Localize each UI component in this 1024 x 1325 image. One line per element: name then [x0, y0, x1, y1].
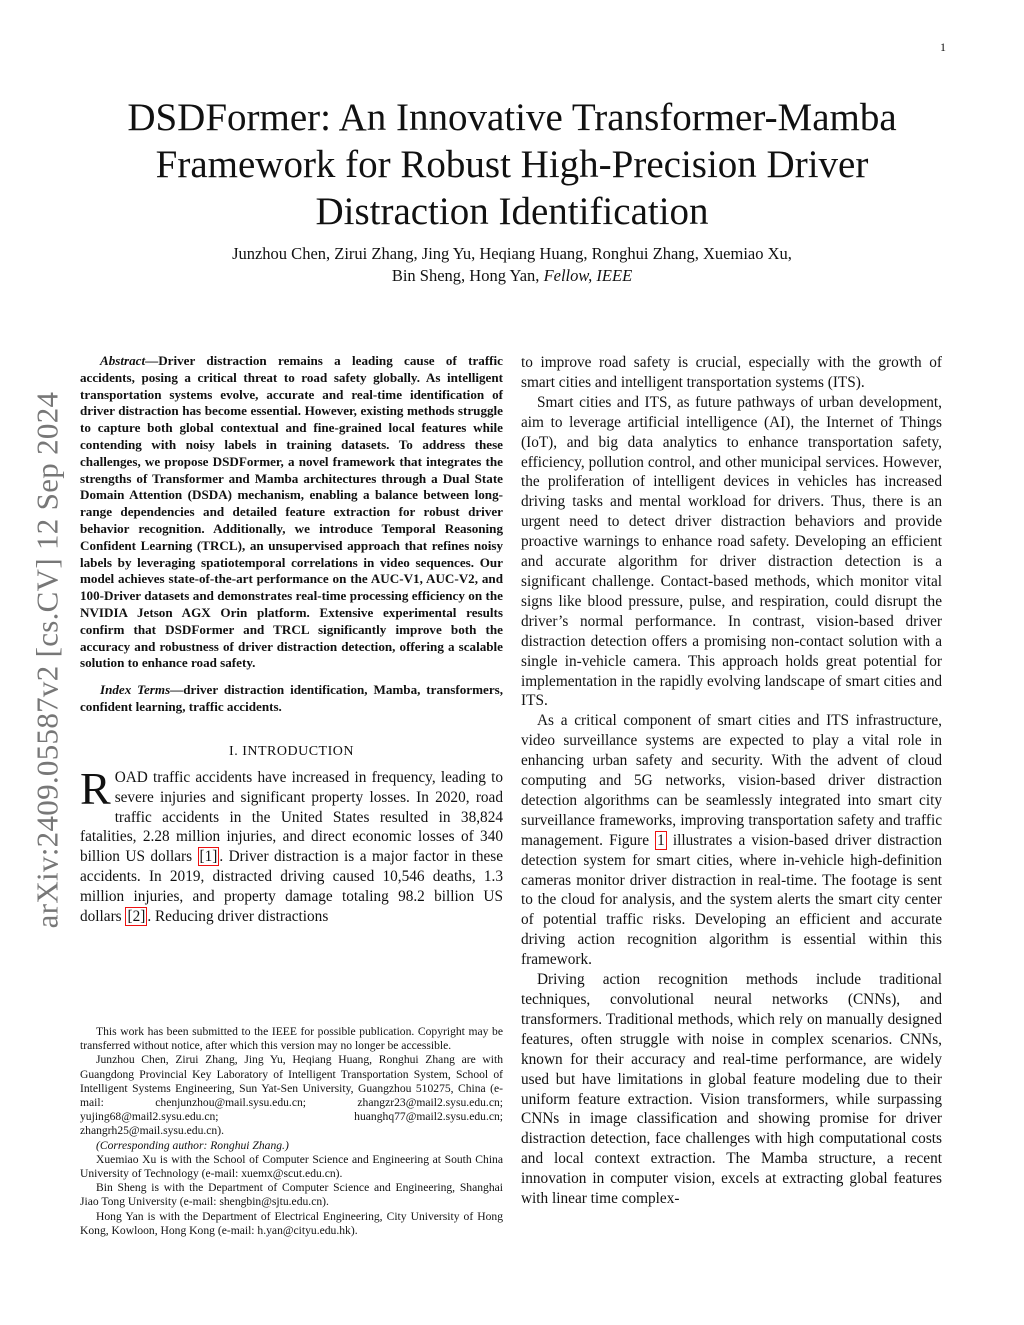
section-numeral: I. I	[229, 743, 248, 759]
author-fellow-title: Fellow, IEEE	[543, 266, 633, 285]
abstract-text: —Driver distraction remains a leading cause of traffic accidents, posing a critical threat to road safety globally. As intelligent transportation systems evolve, accurate and real-time identification of driver distraction has become essential. However, existing methods struggle to capture both global contextual and fine-grained local features while contending with noisy labels in training datasets. To address these challenges, we propose DSDFormer, a novel framework that integrates the strengths of Transformer and Mamba architectures through a Dual State Domain Attention (DSDA) mechanism, enabling a balance between long-range dependencies and detailed feature extraction for robust driver behavior recognition. Additionally, we introduce Temporal Reasoning Confident Learning (TRCL), an unsupervised approach that refines noisy labels by leveraging spatiotemporal correlations in video sequences. Our model achieves state-of-the-art performance on the AUC-V1, AUC-V2, and 100-Driver datasets and demonstrates real-time processing efficiency on the NVIDIA Jetson AGX Orin platform. Extensive experimental results confirm that DSDFormer and TRCL significantly improve both the accuracy and robustness of driver distraction detection, offering a scalable solution to enhance road safety.	[80, 353, 503, 671]
footnote-affiliation-cityu: Hong Yan is with the Department of Electrical Engineering, City University of Hong Kong, Kowloon, Hong Kong (e-mail: h.yan@cityu.edu.hk).	[80, 1209, 503, 1237]
abstract	[80, 353, 503, 672]
intro-paragraph-1	[80, 762, 503, 927]
left-column	[80, 353, 503, 927]
footnotes	[80, 1025, 503, 1238]
right-paragraph-1: Smart cities and ITS, as future pathways of urban development, aim to leverage artificial intelligence (AI), the Internet of Things (IoT), and big data analytics to enhance transportation safety, efficiency, pollution control, and other municipal services. However, the proliferation of intelligent devices in vehicles has increased driving tasks and mental workload for drivers. Thus, there is an urgent need to detect driver distraction behaviors and provide proactive warnings to enhance road safety. Developing an efficient and accurate algorithm for driver distraction detection is a significant challenge. Contact-based methods, which monitor vital signs like blood pressure, pulse, and respiration, could disrupt the driver’s normal performance. In contrast, vision-based driver distraction detection offers a promising non-contact solution with a single in-vehicle camera. This approach holds great potential for implementation in the rapidly evolving landscape of smart cities and ITS.	[521, 393, 942, 710]
footnote-affiliation-sjtu: Bin Sheng is with the Department of Computer Science and Engineering, Shanghai Jiao Tong University (e-mail: shengbin@sjtu.edu.cn).	[80, 1181, 503, 1209]
index-terms-text: —driver distraction identification, Mamba, transformers, confident learning, traffic accidents.	[80, 682, 503, 714]
right-paragraph-3: Driving action recognition methods include traditional techniques, convolutional neural networks (CNNs), and transformers. Traditional methods, which rely on manually designed features, often struggle with noise in complex scenarios. CNNs, known for their accuracy and real-time performance, are widely used but have limitations in global feature modeling due to their uniform feature extraction. Vision transformers, while surpassing CNNs in image classification and showing promise for driver distraction detection, face challenges with high computational costs and local context extraction. The Mamba structure, a recent innovation in computer vision, excels at extracting global features with linear time complex-	[521, 971, 942, 1208]
right-p2-text-a: As a critical component of smart cities and ITS infrastructure, video surveillance systems are expected to play a vital role in enhancing urban safety and security. With the advent of cloud computing and 5G networks, vision-based driver distraction detection algorithms can be seamlessly integrated into smart city surveillance frameworks, improving transportation safety and traffic management. Figure	[521, 712, 942, 849]
footnote-affiliation-scut: Xuemiao Xu is with the School of Computer Science and Engineering at South China University of Technology (e-mail: xuemx@scut.edu.cn).	[80, 1152, 503, 1181]
paper-title: DSDFormer: An Innovative Transformer-Mamba Framework for Robust High-Precision Driver Distraction Identification	[127, 96, 897, 233]
right-column	[521, 353, 942, 1209]
citation-link-2[interactable]: [2]	[127, 908, 146, 926]
section-name: NTRODUCTION	[247, 743, 354, 759]
right-p2-text-b: illustrates a vision-based driver distraction detection system for smart cities, where in-vehicle high-definition cameras monitor driver distraction in real-time. The footage is sent to the cloud for analysis, and the system alerts the smart city center of potential traffic risks. Developing an efficient and accurate driving action recognition algorithm is essential within this framework.	[521, 831, 942, 969]
intro-text-b: . Driver distraction is a major factor in these accidents. In 2019, distracted driving caused 10,546 deaths, 1.3 million injuries, and property damage totaling 98.2 billion US dollars	[80, 848, 503, 926]
drop-cap: R	[80, 762, 111, 814]
section-heading-introduction	[80, 744, 503, 760]
intro-text-a: OAD traffic accidents have increased in frequency, leading to severe injuries and significant property losses. In 2020, road traffic accidents in the United States resulted in 38,824 fatalities, 2.28 million injuries, and direct economic losses of 340 billion US dollars	[80, 768, 503, 866]
right-paragraph-2	[521, 711, 942, 970]
footnote-corresponding-author: (Corresponding author: Ronghui Zhang.)	[96, 1138, 289, 1152]
footnote-affiliation-sysu: Junzhou Chen, Zirui Zhang, Jing Yu, Heqiang Huang, Ronghui Zhang are with Guangdong Provincial Key Laboratory of Intelligent Transportation System, School of Intelligent Systems Engineering, Sun Yat-Sen University, Guangzhou 510275, China (e-mail: chenjunzhou@mail.sysu.edu.cn; zhangzr23@mail2.sysu.edu.cn; yujing68@mail2.sysu.edu.cn; huanghq77@mail2.sysu.edu.cn; zhangrh25@mail.sysu.edu.cn).	[80, 1053, 503, 1138]
index-terms-lead: Index Terms	[100, 682, 171, 698]
author-list	[90, 243, 934, 287]
citation-link-1[interactable]: [1]	[199, 848, 218, 866]
arxiv-identifier-text: arXiv:2409.05587v2 [cs.CV] 12 Sep 2024	[29, 391, 65, 929]
intro-text-c: . Reducing driver distractions	[147, 908, 329, 926]
author-line-1: Junzhou Chen, Zirui Zhang, Jing Yu, Heqiang Huang, Ronghui Zhang, Xuemiao Xu,	[232, 244, 792, 263]
author-line-2	[90, 265, 934, 287]
page-number: 1	[940, 40, 946, 54]
author-names-line-2: Bin Sheng, Hong Yan,	[391, 266, 544, 285]
arxiv-identifier-stamp	[18, 350, 76, 970]
footnote-submission: This work has been submitted to the IEEE for possible publication. Copyright may be transferred without notice, after which this version may no longer be accessible.	[80, 1025, 503, 1053]
right-paragraph-0: to improve road safety is crucial, especially with the growth of smart cities and intelligent transportation systems (ITS).	[521, 354, 942, 391]
abstract-lead: Abstract	[100, 353, 146, 368]
index-terms	[80, 682, 503, 716]
figure-link-1[interactable]: 1	[657, 831, 665, 849]
